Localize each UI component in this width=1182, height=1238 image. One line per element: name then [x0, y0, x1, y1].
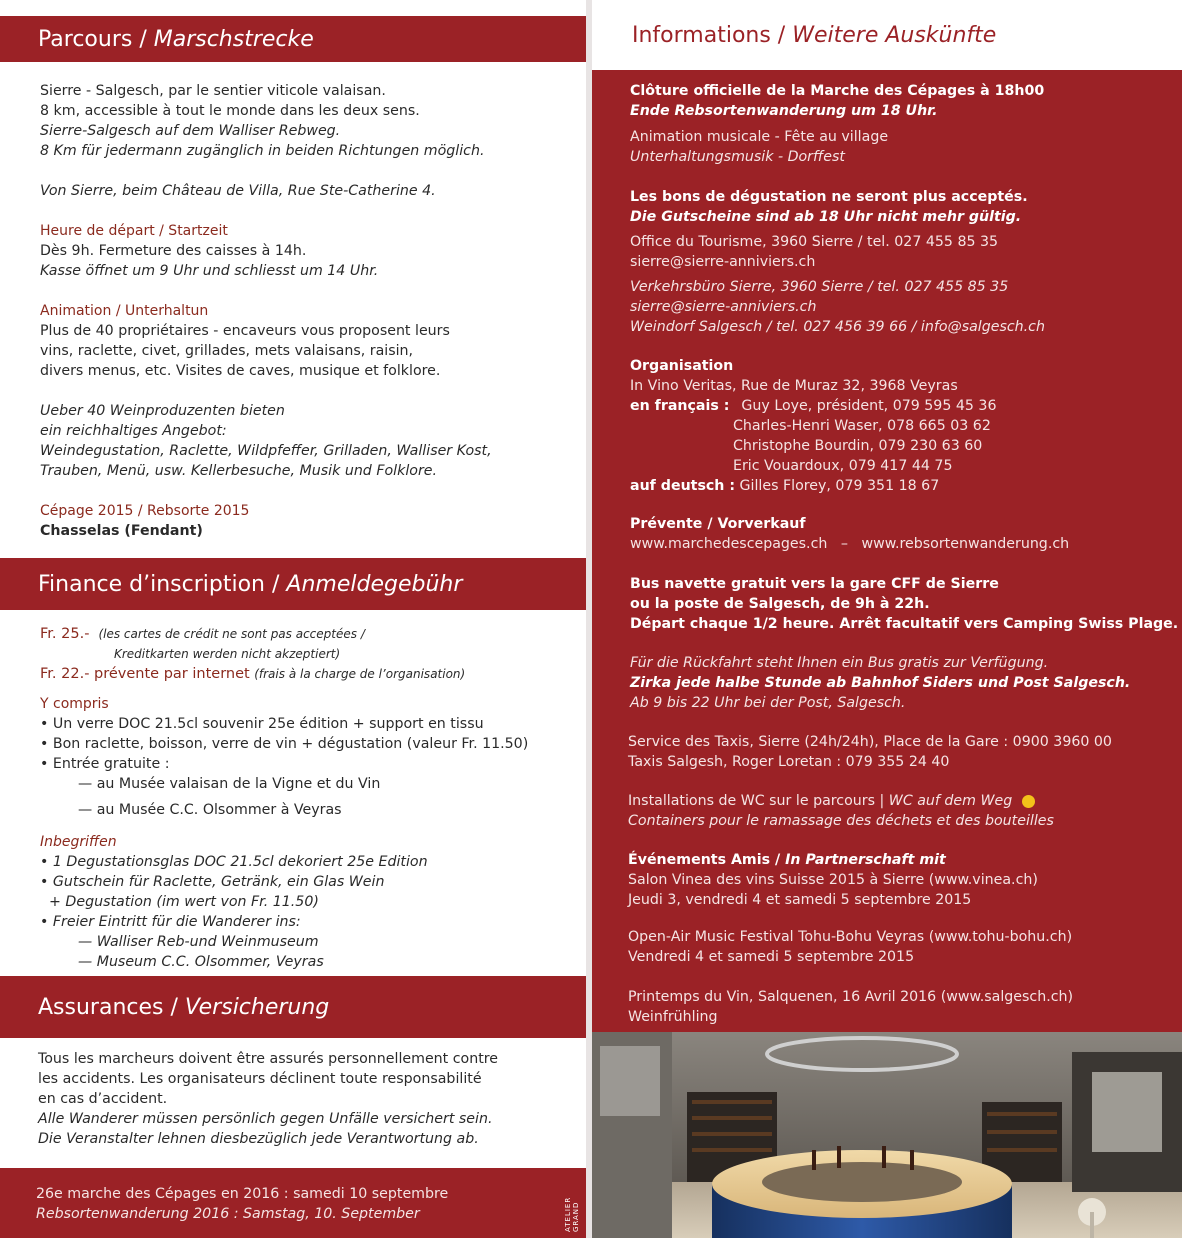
compris-item: • Un verre DOC 21.5cl souvenir 25e édition + support en tissu	[40, 716, 484, 732]
animation-line-de: ein reichhaltiges Angebot:	[40, 423, 227, 439]
bus-fr: Bus navette gratuit vers la gare CFF de Sierre	[630, 576, 999, 592]
footer-de: Rebsortenwanderung 2016 : Samstag, 10. September	[36, 1206, 420, 1222]
cepage-value: Chasselas (Fendant)	[40, 523, 203, 539]
museum-item: — Museum C.C. Olsommer, Veyras	[78, 954, 324, 970]
weindorf-contact: Weindorf Salgesch / tel. 027 456 39 66 / info@salgesch.ch	[630, 319, 1045, 335]
org-contact: Guy Loye, président, 079 595 45 36	[741, 398, 997, 414]
left-panel	[0, 0, 586, 1238]
depart-fr: Dès 9h. Fermeture des caisses à 14h.	[40, 243, 307, 259]
depart-de: Kasse öffnet um 9 Uhr und schliesst um 14 Uhr.	[40, 263, 379, 279]
office-tourisme: Office du Tourisme, 3960 Sierre / tel. 027 455 85 35	[630, 234, 999, 250]
compris-item: • Bon raclette, boisson, verre de vin + dégustation (valeur Fr. 11.50)	[40, 736, 529, 752]
musee-item: — au Musée valaisan de la Vigne et du Vin	[78, 776, 381, 792]
parcours-line-de: 8 Km für jedermann zugänglich in beiden Richtungen möglich.	[40, 143, 485, 159]
inbegriffen-item: + Degustation (im wert von Fr. 11.50)	[40, 894, 319, 910]
cloture-fr: Clôture officielle de la Marche des Cépages à 18h00	[630, 83, 1045, 99]
depart-heading: Heure de départ / Startzeit	[40, 223, 228, 239]
event-vinea: Salon Vinea des vins Suisse 2015 à Sierre (www.vinea.ch)	[628, 872, 1038, 888]
assurances-title-de: Versicherung	[184, 994, 330, 1020]
inbegriffen-item: • 1 Degustationsglas DOC 21.5cl dekoriert 25e Edition	[40, 854, 428, 870]
org-de-label: auf deutsch :	[630, 478, 736, 494]
parcours-line-de: Sierre-Salgesch auf dem Walliser Rebweg.	[40, 123, 341, 139]
wc-fr: Installations de WC sur le parcours |	[628, 793, 889, 809]
finance-header	[0, 558, 586, 610]
info-header	[592, 0, 1182, 70]
assurances-line: les accidents. Les organisateurs déclinent toute responsabilité	[38, 1071, 482, 1087]
museum-item: — Walliser Reb-und Weinmuseum	[78, 934, 319, 950]
musee-item: — au Musée C.C. Olsommer à Veyras	[78, 802, 342, 818]
parcours-line: 8 km, accessible à tout le monde dans les deux sens.	[40, 103, 420, 119]
verkehrsbuero: Verkehrsbüro Sierre, 3960 Sierre / tel. 027 455 85 35	[630, 279, 1009, 295]
bus-fr: Départ chaque 1/2 heure. Arrêt facultatif vers Camping Swiss Plage.	[630, 616, 1179, 632]
animation-line-de: Trauben, Menü, usw. Kellerbesuche, Musik und Folklore.	[40, 463, 438, 479]
bus-fr: ou la poste de Salgesch, de 9h à 22h.	[630, 596, 930, 612]
price-regular: Fr. 25.-	[40, 626, 90, 642]
animation-line: Plus de 40 propriétaires - encaveurs vous proposent leurs	[40, 323, 450, 339]
footer-fr: 26e marche des Cépages en 2016 : samedi 10 septembre	[36, 1186, 449, 1202]
event-printemps: Printemps du Vin, Salquenen, 16 Avril 2016 (www.salgesch.ch)	[628, 989, 1074, 1005]
containers-info: Containers pour le ramassage des déchets et des bouteilles	[628, 813, 1054, 829]
prevente-links[interactable]: www.marchedescepages.ch – www.rebsortenwanderung.ch	[630, 536, 1070, 552]
assurances-line: Tous les marcheurs doivent être assurés personnellement contre	[38, 1051, 499, 1067]
finance-title-fr: Finance d’inscription /	[38, 571, 280, 597]
taxi-service: Service des Taxis, Sierre (24h/24h), Place de la Gare : 0900 3960 00	[628, 734, 1112, 750]
bus-de: Ab 9 bis 22 Uhr bei der Post, Salgesch.	[630, 695, 906, 711]
org-contact-de: Gilles Florey, 079 351 18 67	[739, 478, 940, 494]
parcours-body	[40, 81, 492, 541]
organisation-heading: Organisation	[630, 358, 734, 374]
events-heading-fr: Événements Amis /	[628, 852, 786, 868]
bus-de: Für die Rückfahrt steht Ihnen ein Bus gratis zur Verfügung.	[630, 655, 1049, 671]
wc-de: WC auf dem Weg	[888, 793, 1013, 809]
assurances-title-fr: Assurances /	[38, 994, 178, 1020]
inbegriffen-item: • Freier Eintritt für die Wanderer ins:	[40, 914, 301, 930]
compris-heading: Y compris	[40, 696, 109, 712]
org-fr-label: en français :	[630, 398, 730, 414]
animation-line-de: Ueber 40 Weinproduzenten bieten	[40, 403, 285, 419]
org-contact: Christophe Bourdin, 079 230 63 60	[733, 438, 983, 454]
info-title-de: Weitere Auskünfte	[792, 22, 997, 48]
parcours-title-de: Marschstrecke	[153, 26, 314, 52]
cepage-heading: Cépage 2015 / Rebsorte 2015	[40, 503, 250, 519]
info-body	[592, 70, 1182, 1032]
office-email[interactable]: sierre@sierre-anniviers.ch	[630, 254, 816, 270]
yellow-dot-icon	[1022, 795, 1035, 808]
finance-body	[40, 624, 528, 972]
info-title-fr: Informations /	[632, 22, 786, 48]
animation-line-de: Weindegustation, Raclette, Wildpfeffer, Grilladen, Walliser Kost,	[40, 443, 492, 459]
animation-line: divers menus, etc. Visites de caves, musique et folklore.	[40, 363, 441, 379]
assurances-line-de: Alle Wanderer müssen persönlich gegen Unfälle versichert sein.	[38, 1111, 493, 1127]
price-presale: Fr. 22.- prévente par internet	[40, 666, 250, 682]
wine-bar-illustration	[592, 1032, 1182, 1238]
verkehrsbuero-email[interactable]: sierre@sierre-anniviers.ch	[630, 299, 817, 315]
price-note: Kreditkarten werden nicht akzeptiert)	[114, 647, 341, 661]
animation-line: vins, raclette, civet, grillades, mets valaisans, raisin,	[40, 343, 414, 359]
organisation-address: In Vino Veritas, Rue de Muraz 32, 3968 Veyras	[630, 378, 958, 394]
prevente-heading: Prévente / Vorverkauf	[630, 516, 806, 532]
bons-fr: Les bons de dégustation ne seront plus acceptés.	[630, 189, 1028, 205]
footer-banner	[0, 1168, 586, 1238]
org-contact: Eric Vouardoux, 079 417 44 75	[733, 458, 953, 474]
atelier-credit: ATELIER GRAND	[564, 1196, 580, 1232]
event-weinfruehling: Weinfrühling	[628, 1009, 718, 1025]
events-heading-de: In Partnerschaft mit	[785, 852, 946, 868]
event-tohu-bohu-dates: Vendredi 4 et samedi 5 septembre 2015	[628, 949, 915, 965]
price-note: (frais à la charge de l’organisation)	[254, 667, 466, 681]
compris-item: • Entrée gratuite :	[40, 756, 170, 772]
assurances-body	[38, 1049, 498, 1149]
bons-de: Die Gutscheine sind ab 18 Uhr nicht mehr gültig.	[630, 209, 1022, 225]
assurances-header	[0, 976, 586, 1038]
event-vinea-dates: Jeudi 3, vendredi 4 et samedi 5 septembre 2015	[628, 892, 972, 908]
price-note: (les cartes de crédit ne sont pas acceptées /	[98, 627, 365, 641]
bus-de: Zirka jede halbe Stunde ab Bahnhof Siders und Post Salgesch.	[630, 675, 1131, 691]
info-animation-de: Unterhaltungsmusik - Dorffest	[630, 149, 845, 165]
inbegriffen-heading: Inbegriffen	[40, 834, 117, 850]
info-animation-fr: Animation musicale - Fête au village	[630, 129, 889, 145]
taxi-salgesch: Taxis Salgesh, Roger Loretan : 079 355 24 40	[628, 754, 950, 770]
wine-bar-photo	[592, 1032, 1182, 1238]
animation-heading: Animation / Unterhaltun	[40, 303, 209, 319]
assurances-line: en cas d’accident.	[38, 1091, 168, 1107]
inbegriffen-item: • Gutschein für Raclette, Getränk, ein Glas Wein	[40, 874, 385, 890]
event-tohu-bohu: Open-Air Music Festival Tohu-Bohu Veyras (www.tohu-bohu.ch)	[628, 929, 1073, 945]
cloture-de: Ende Rebsortenwanderung um 18 Uhr.	[630, 103, 938, 119]
parcours-title-fr: Parcours /	[38, 26, 147, 52]
finance-title-de: Anmeldegebühr	[286, 571, 463, 597]
parcours-header	[0, 16, 586, 62]
assurances-line-de: Die Veranstalter lehnen diesbezüglich jede Verantwortung ab.	[38, 1131, 479, 1147]
parcours-line: Sierre - Salgesch, par le sentier viticole valaisan.	[40, 83, 386, 99]
parcours-start-location: Von Sierre, beim Château de Villa, Rue Ste-Catherine 4.	[40, 183, 436, 199]
org-contact: Charles-Henri Waser, 078 665 03 62	[733, 418, 991, 434]
